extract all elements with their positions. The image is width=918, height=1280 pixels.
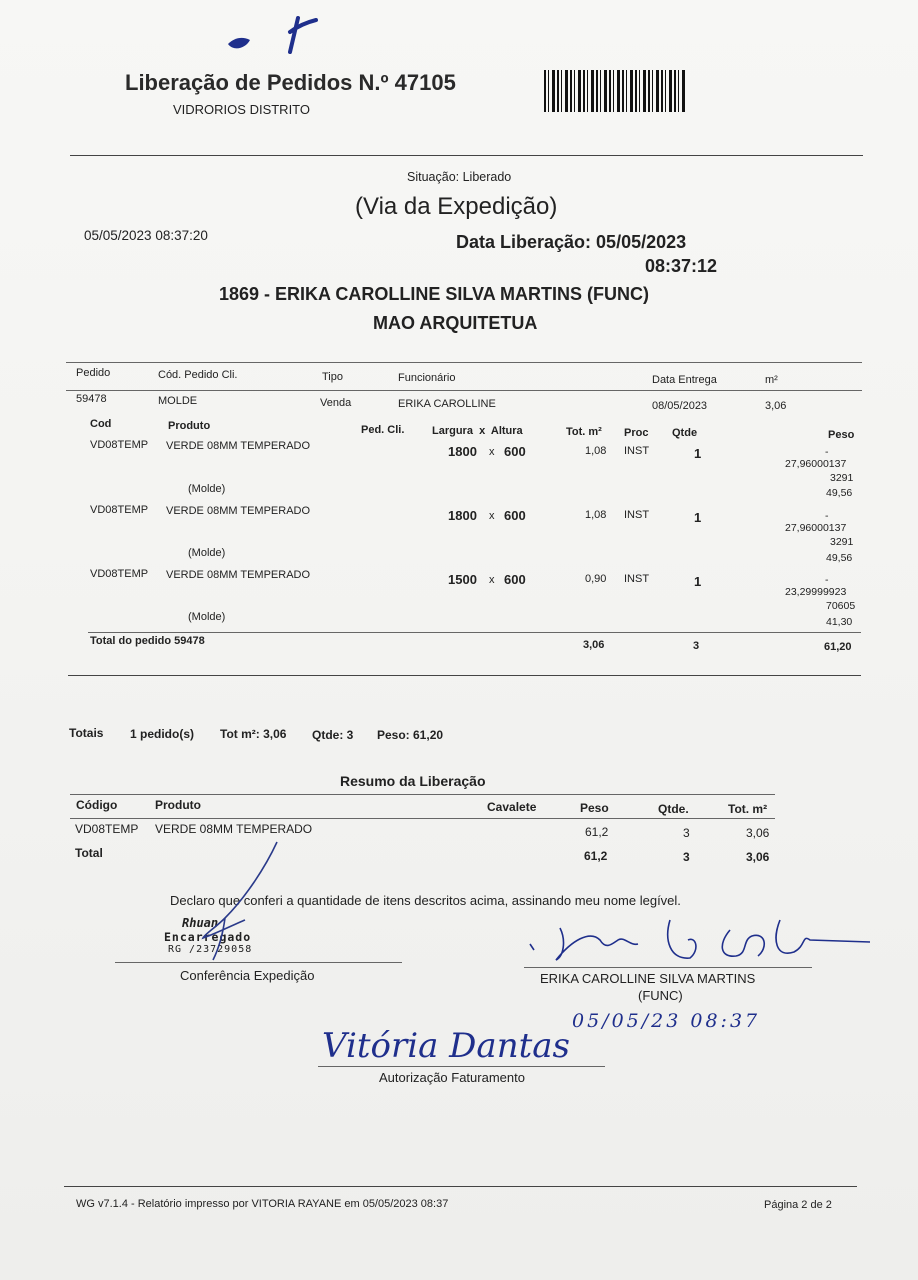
stamp-name: Rhuan [182,916,219,930]
item-produto: VERDE 08MM TEMPERADO [166,505,311,517]
resumo-col-qtde: Qtde. [658,802,689,816]
item-peso-2: 3291 [830,472,854,484]
item-proc: INST [624,445,650,457]
signature-line [115,962,402,963]
order-total-m2: 3,06 [583,639,605,651]
data-liberacao: Data Liberação: 05/05/2023 [456,232,687,252]
item-tot-m2: 0,90 [585,573,607,585]
totais-peso: Peso: 61,20 [377,728,444,742]
item-peso-3: 41,30 [826,616,853,628]
declaration-text: Declaro que conferi a quantidade de itens descritos acima, assinando meu nome legível. [170,893,681,908]
col-ped-cli: Ped. Cli. [361,424,405,436]
col-peso: Peso [828,429,855,441]
print-datetime: 05/05/2023 08:37:20 [84,228,208,243]
item-tot-m2: 1,08 [585,509,607,521]
divider [70,155,863,156]
col-tot-m2: Tot. m² [566,426,602,438]
order-data-entrega: 08/05/2023 [652,400,708,412]
resumo-col-codigo: Código [76,798,118,812]
item-altura: 600 [504,572,526,587]
order-pedido: 59478 [76,393,107,405]
resumo-total-peso: 61,2 [584,849,608,863]
item-qtde: 1 [694,574,702,589]
signature-line [524,967,812,968]
item-dash: - [825,574,829,586]
company-name: VIDRORIOS DISTRITO [173,102,310,117]
order-total-qtde: 3 [693,640,700,652]
item-largura: 1800 [448,444,477,459]
signature-conferencia [195,838,295,968]
totais-pedidos: 1 pedido(s) [130,727,195,741]
order-tipo: Venda [320,397,352,409]
col-funcionario: Funcionário [398,372,456,384]
col-m2: m² [765,374,778,386]
col-cod-pedido-cli: Cód. Pedido Cli. [158,369,238,381]
item-peso-1: 23,29999923 [785,586,847,598]
item-altura: 600 [504,444,526,459]
order-total-peso: 61,20 [824,641,852,653]
document-title: Liberação de Pedidos N.º 47105 [125,70,456,95]
item-cod: VD08TEMP [90,504,149,516]
order-funcionario: ERIKA CAROLLINE [398,398,496,410]
col-cod: Cod [90,418,112,430]
item-obs: (Molde) [188,547,226,559]
signature-line [318,1066,605,1067]
item-largura: 1500 [448,572,477,587]
resumo-peso: 61,2 [585,825,609,839]
handwritten-name: Vitória Dantas [322,1026,570,1066]
item-qtde: 1 [694,446,702,461]
situacao: Situação: Liberado [407,170,512,184]
item-x: x [489,446,495,458]
totais-m2: Tot m²: 3,06 [220,727,287,741]
item-peso-1: 27,96000137 [785,458,847,470]
col-tipo: Tipo [322,371,343,383]
handwritten-date: 05/05/23 08:37 [572,1010,761,1032]
item-dash: - [825,446,829,458]
item-cod: VD08TEMP [90,439,149,451]
item-qtde: 1 [694,510,702,525]
resumo-qtde: 3 [683,826,690,840]
col-proc: Proc [624,427,649,439]
resumo-col-cavalete: Cavalete [487,800,537,814]
pen-mark [220,8,330,58]
divider [66,390,862,391]
client-name: 1869 - ERIKA CAROLLINE SILVA MARTINS (FUNC) [219,284,650,304]
resumo-col-peso: Peso [580,801,609,815]
item-proc: INST [624,509,650,521]
barcode [544,70,686,112]
divider [70,794,775,795]
order-m2: 3,06 [765,400,787,412]
item-cod: VD08TEMP [90,568,149,580]
divider [66,362,862,363]
resumo-produto: VERDE 08MM TEMPERADO [155,822,313,836]
item-altura: 600 [504,508,526,523]
resumo-total-label: Total [75,846,103,860]
item-largura: 1800 [448,508,477,523]
item-produto: VERDE 08MM TEMPERADO [166,440,311,452]
item-tot-m2: 1,08 [585,445,607,457]
footer-printed-by: WG v7.1.4 - Relatório impresso por VITORIA RAYANE em 05/05/2023 08:37 [76,1198,449,1210]
divider [88,632,861,633]
divider [68,675,861,676]
col-largura-altura: Largura x Altura [432,425,523,437]
col-produto: Produto [168,420,211,432]
item-dash: - [825,510,829,522]
resumo-total-m2: 3,06 [746,850,770,864]
order-cod-cli: MOLDE [158,395,198,407]
autorizacao-label: Autorização Faturamento [379,1070,525,1085]
resumo-tot-m2: 3,06 [746,826,770,840]
footer-page: Página 2 de 2 [764,1199,832,1211]
resumo-title: Resumo da Liberação [340,773,486,789]
item-obs: (Molde) [188,483,226,495]
conferencia-label: Conferência Expedição [180,968,315,983]
totais-label: Totais [69,726,104,740]
col-pedido: Pedido [76,367,111,379]
col-qtde: Qtde [672,427,698,439]
client-signature-name: ERIKA CAROLLINE SILVA MARTINS [540,971,756,986]
resumo-total-qtde: 3 [683,850,690,864]
stamp-role: Encarregado [164,930,252,944]
via-title: (Via da Expedição) [355,193,558,220]
item-x: x [489,510,495,522]
item-peso-3: 49,56 [826,487,853,499]
order-total-label: Total do pedido 59478 [90,635,205,647]
totais-qtde: Qtde: 3 [312,728,354,742]
item-x: x [489,574,495,586]
item-peso-3: 49,56 [826,552,853,564]
col-data-entrega: Data Entrega [652,374,717,386]
stamp-rg: RG /23729058 [168,944,253,955]
data-liberacao-time: 08:37:12 [645,256,718,276]
resumo-col-tot-m2: Tot. m² [728,802,768,816]
item-proc: INST [624,573,650,585]
resumo-codigo: VD08TEMP [75,822,139,836]
divider [64,1186,857,1187]
client-sub: MAO ARQUITETUA [373,313,538,333]
client-signature-func: (FUNC) [638,988,683,1003]
item-peso-2: 70605 [826,600,856,612]
item-peso-1: 27,96000137 [785,522,847,534]
resumo-col-produto: Produto [155,798,201,812]
item-obs: (Molde) [188,611,226,623]
signature-client [520,900,880,980]
item-produto: VERDE 08MM TEMPERADO [166,569,311,581]
divider [70,818,775,819]
item-peso-2: 3291 [830,536,854,548]
